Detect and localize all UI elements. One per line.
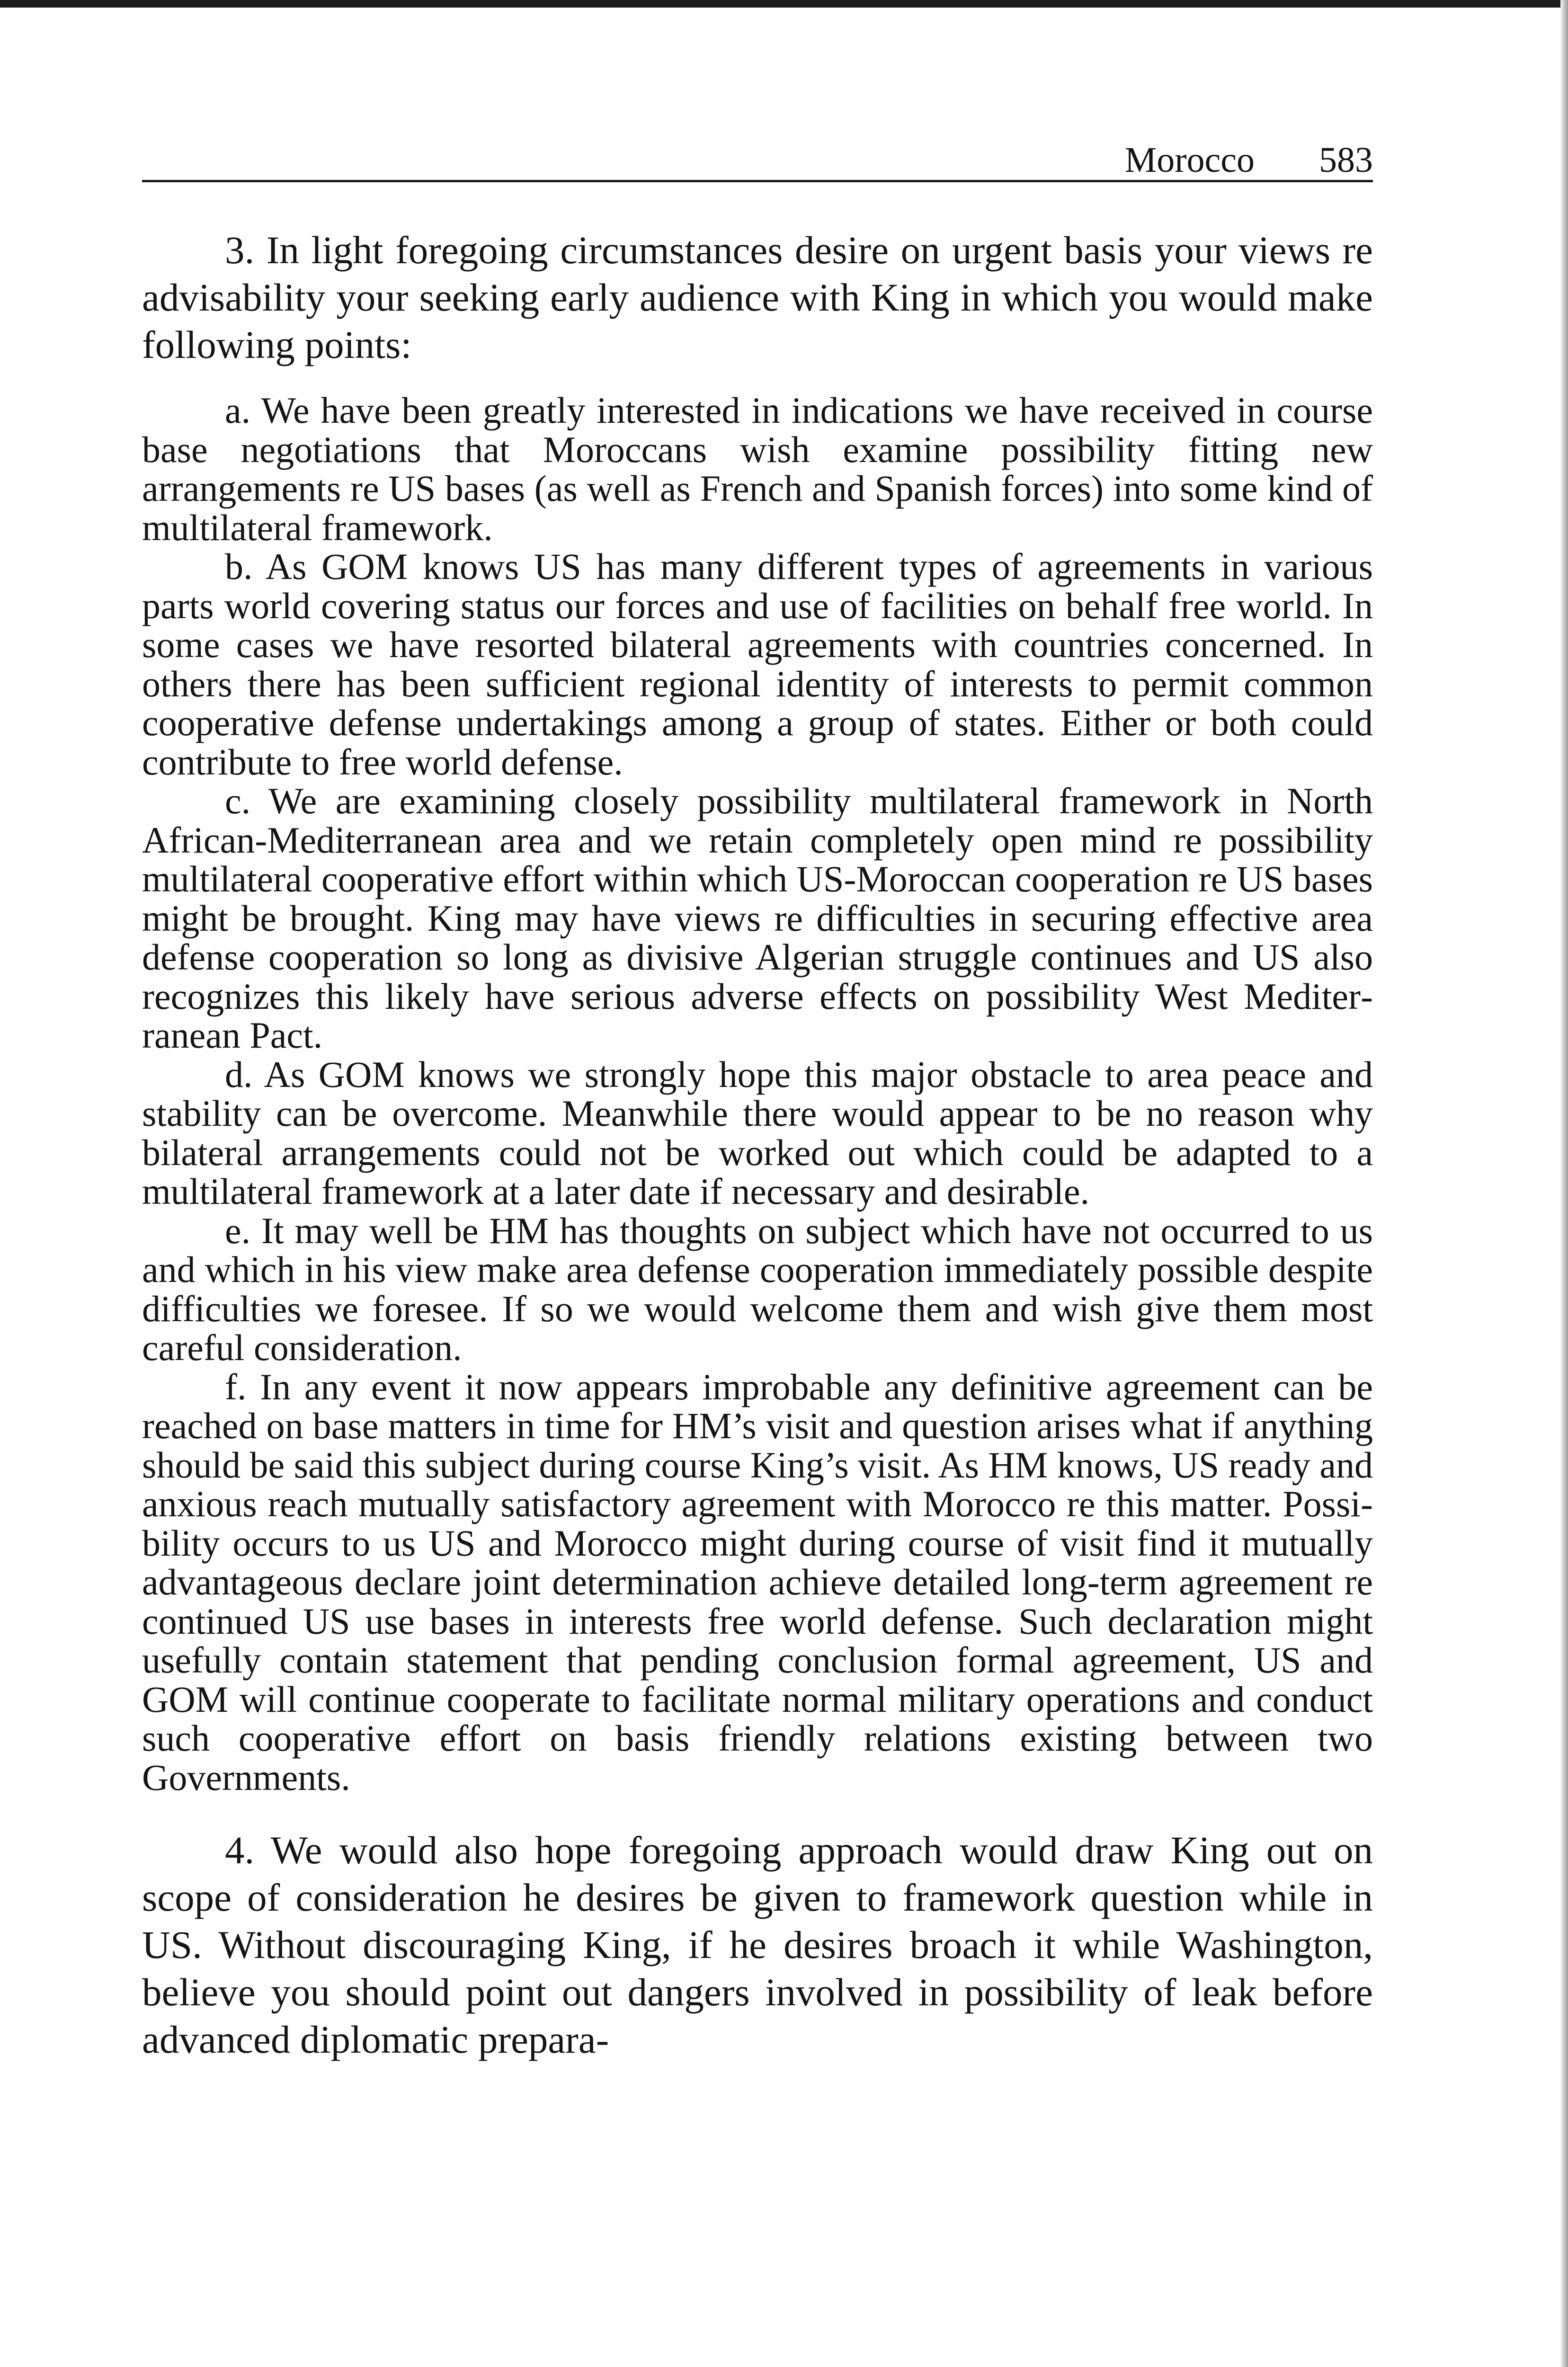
scan-top-border — [0, 0, 1568, 8]
header-title: Morocco — [1124, 140, 1255, 180]
page-body — [142, 226, 1373, 2063]
scan-right-edge — [1560, 0, 1568, 2367]
point-a: a. We have been greatly interested in indications we have received in course base negotiations that Moroccans wish examine possibility fitting new arrangements re US bases (as well as French and Spanish forces) into some kind of multilateral framework. — [142, 390, 1373, 548]
point-c: c. We are examining closely possibility multilateral framework in North African-Mediterranean area and we retain completely open mind re possibility multilateral cooperative effort within which US-Moroccan cooperation re US bases might be brought. King may have views re difficulties in securing effective area defense cooperation so long as divisive Algerian struggle continues and US also recognizes this likely have serious adverse effects on possibility West Mediterranean Pact. — [142, 780, 1373, 1056]
point-e: e. It may well be HM has thoughts on subject which have not occurred to us and which in his view make area defense cooperation immediately possible despite difficulties we foresee. If so we would welcome them and wish give them most careful consideration. — [142, 1210, 1373, 1368]
running-header — [142, 137, 1373, 182]
paragraph-3: 3. In light foregoing circumstances desire on urgent basis your views re advisability your seeking early audience with King in which you would make following points: — [142, 228, 1373, 366]
point-b: b. As GOM knows US has many different types of agreements in various parts world covering status our forces and use of facilities on behalf free world. In some cases we have resorted bilateral agreements with countries concerned. In others there has been sufficient regional identity of interests to permit common cooperative defense undertakings among a group of states. Either or both could contribute to free world defense. — [142, 546, 1373, 783]
point-f: f. In any event it now appears improbable any definitive agreement can be reached on base matters in time for HM’s visit and question arises what if anything should be said this subject during course King’s visit. As HM knows, US ready and anxious reach mutually satisfactory agreement with Morocco re this matter. Possibility occurs to us US and Morocco might during course of visit find it mutually advantageous declare joint determination achieve detailed long-term agreement re continued US use bases in interests free world defense. Such declaration might usefully contain statement that pending conclusion formal agreement, US and GOM will continue cooperate to facilitate normal military operations and conduct such cooperative effort on basis friendly relations existing between two Governments. — [142, 1366, 1373, 1798]
paragraph-4: 4. We would also hope foregoing approach would draw King out on scope of consideration he desires be given to framework question while in US. Without discouraging King, if he desires broach it while Washington, believe you should point out dangers involved in possibility of leak before advanced diplomatic prepara- — [142, 1828, 1373, 2061]
page-number: 583 — [1319, 140, 1373, 180]
point-d: d. As GOM knows we strongly hope this major obstacle to area peace and stability can be overcome. Meanwhile there would appear to be no reason why bilateral arrangements could not be worked out which could be adapted to a multilateral framework at a later date if necessary and desirable. — [142, 1053, 1373, 1212]
